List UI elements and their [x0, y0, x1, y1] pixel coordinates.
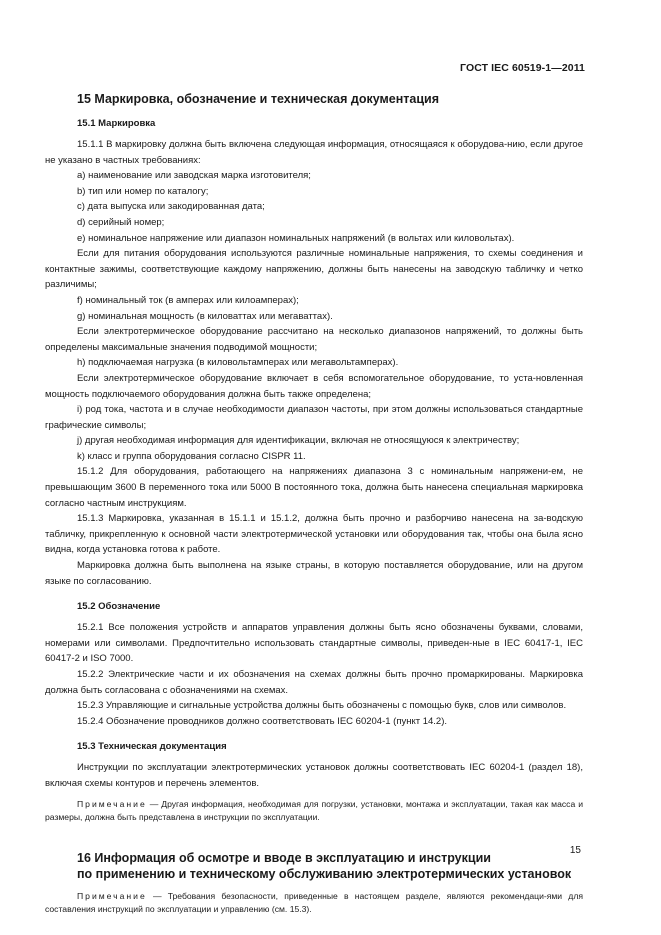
paragraph-auxiliary-equipment: Если электротермическое оборудование включает в себя вспомогательное оборудование, то уста-новленная мощность подключаемого оборудования должна быть также определена;	[45, 372, 583, 400]
list-item-g: g) номинальная мощность (в киловаттах или мегаваттах).	[77, 310, 333, 322]
document-code: ГОСТ IEC 60519-1—2011	[460, 62, 585, 74]
note-16	[45, 890, 583, 916]
note-text: — Другая информация, необходимая для погрузки, установки, монтажа и эксплуатации, такая как масса и размеры, должна быть представлена в инструкции по эксплуатации.	[45, 798, 583, 822]
paragraph-15-2-2: 15.2.2 Электрические части и их обозначения на схемах должны быть прочно промаркированы. Маркировка должна быть согласована с обозначениями на схемах.	[45, 669, 583, 696]
section-16-heading	[45, 850, 583, 882]
paragraph-voltage-ranges: Если электротермическое оборудование рассчитано на несколько диапазонов напряжений, то должны быть определены максимальные значения подводимой мощности;	[45, 326, 583, 353]
section-16-heading-line-2: по применению и техническому обслуживанию электротермических установок	[77, 866, 572, 881]
section-15-heading: 15 Маркировка, обозначение и техническая документация	[77, 92, 439, 106]
page-body	[45, 90, 583, 916]
list-item-b: b) тип или номер по каталогу;	[77, 185, 209, 197]
note-label: Примечание	[77, 798, 147, 809]
paragraph-15-3: Инструкции по эксплуатации электротермических установок должны соответствовать IEC 60204-1 (раздел 18), включая схемы контуров и перечень элементов.	[45, 762, 583, 789]
list-item-j: j) другая необходимая информация для идентификации, включая не относящуюся к электричеству;	[77, 435, 520, 447]
list-item-f: f) номинальный ток (в амперах или килоамперах);	[77, 294, 299, 306]
paragraph-marking-language: Маркировка должна быть выполнена на языке страны, в которую поставляется оборудование, или на другом языке по согласованию.	[45, 560, 583, 587]
paragraph-15-2-4: 15.2.4 Обозначение проводников должно соответствовать IEC 60204-1 (пункт 14.2).	[77, 715, 448, 727]
list-item-i: i) род тока, частота и в случае необходимости диапазон частоты, при этом должны использоваться стандартные графические символы;	[45, 404, 583, 431]
list-item-k: k) класс и группа оборудования согласно CISPR 11.	[77, 450, 306, 462]
paragraph-15-1-3: 15.1.3 Маркировка, указанная в 15.1.1 и 15.1.2, должна быть прочно и разборчиво нанесена на за-водскую табличку, прикрепленную к основной части электротермической установки или оборудования так, чтобы она была ясно видна, когда установка готова к работе.	[45, 513, 583, 556]
note-15-3	[45, 798, 583, 824]
list-item-d: d) серийный номер;	[77, 216, 165, 228]
note-text: — Требования безопасности, приведенные в настоящем разделе, являются рекомендаци-ями для составления инструкций по эксплуатации и управлению (см. 15.3).	[45, 890, 583, 914]
page-number: 15	[569, 845, 581, 856]
paragraph-15-2-1: 15.2.1 Все положения устройств и аппаратов управления должны быть ясно обозначены буквами, словами, номерами или символами. Предпочтительно использовать стандартные символы, приведен-ные в IEC 60417-1, IEC 60417-2 и ISO 7000.	[45, 622, 583, 665]
paragraph-voltage-schemes: Если для питания оборудования используются различные номинальные напряжения, то схемы соединения и контактные зажимы, соответствующие каждому напряжению, должны быть нанесены на заводскую табличку и четко различимы;	[45, 248, 583, 291]
note-label: Примечание	[77, 890, 147, 901]
list-item-e: e) номинальное напряжение или диапазон номинальных напряжений (в вольтах или киловольтах).	[77, 232, 515, 244]
section-16-heading-line-1: 16 Информация об осмотре и вводе в эксплуатацию и инструкции	[77, 850, 491, 865]
subsection-15-1-heading: 15.1 Маркировка	[77, 118, 156, 129]
list-item-a: a) наименование или заводская марка изготовителя;	[77, 170, 311, 182]
paragraph-15-1-1: 15.1.1 В маркировку должна быть включена следующая информация, относящаяся к оборудова-нию, если другое не указано в частных требованиях:	[45, 139, 583, 166]
subsection-15-3-heading: 15.3 Техническая документация	[77, 741, 227, 753]
paragraph-15-2-3: 15.2.3 Управляющие и сигнальные устройства должны быть обозначены с помощью букв, слов или символов.	[77, 700, 567, 712]
subsection-15-2-heading: 15.2 Обозначение	[77, 601, 161, 613]
paragraph-15-1-2: 15.1.2 Для оборудования, работающего на напряжениях диапазона 3 с номинальным напряжени-ем, не превышающим 3600 В переменного тока или 5000 В постоянного тока, должна быть нанесена специальная маркировка согласно частным инструкциям.	[45, 466, 583, 509]
list-item-h: h) подключаемая нагрузка (в киловольтамперах или мегавольтамперах).	[77, 357, 399, 369]
list-item-c: c) дата выпуска или закодированная дата;	[77, 201, 265, 213]
